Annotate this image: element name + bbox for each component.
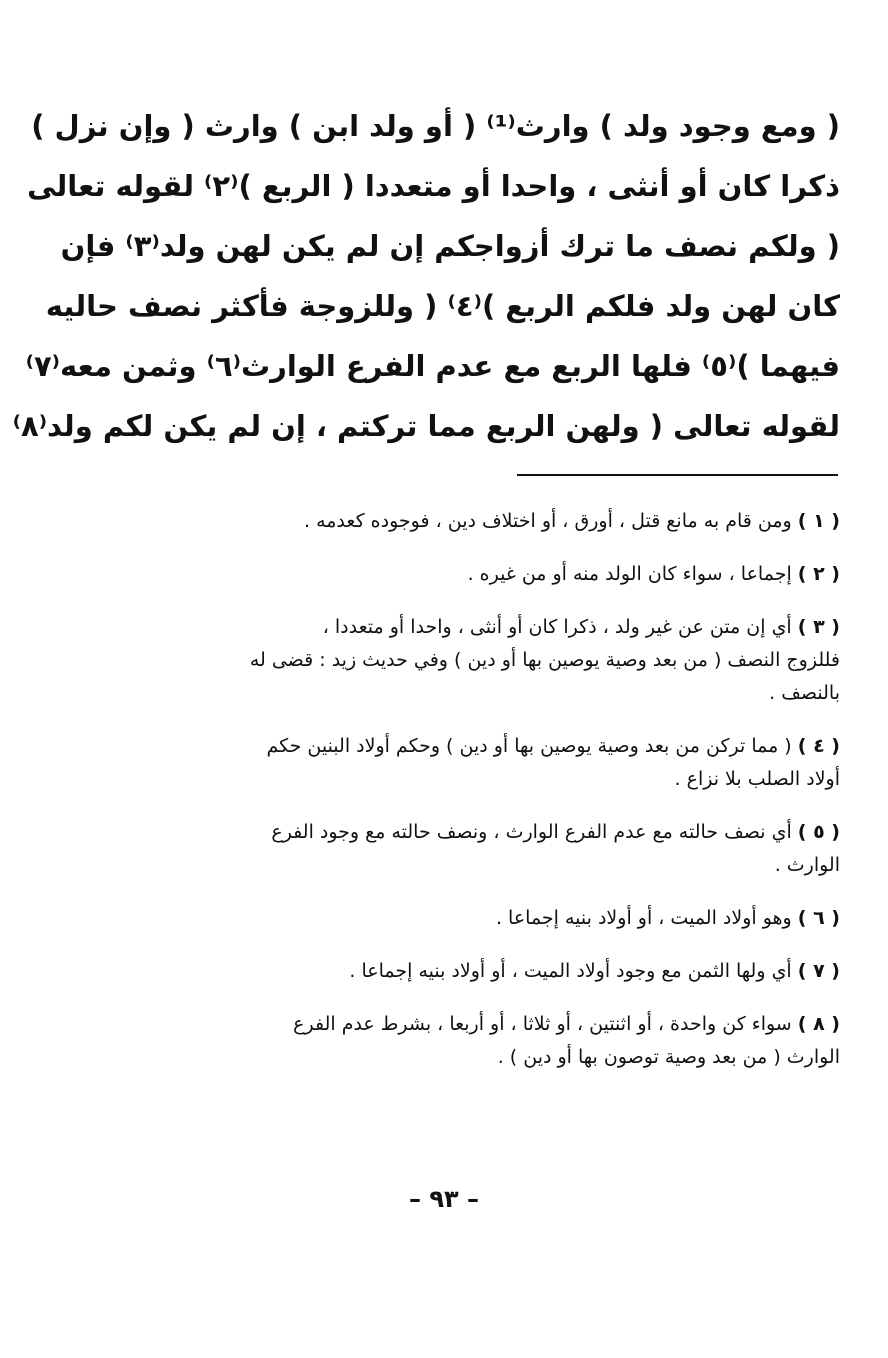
footnote-3 (110, 611, 840, 710)
main-text-line: ذكرا كان أو أنثى ، واحدا أو متعددا ( الربع )⁽٢⁾ لقوله تعالى (27, 169, 840, 203)
footnote-text: وهو أولاد الميت ، أو أولاد بنيه إجماعا . (495, 907, 798, 929)
footnote-text: أي نصف حالته مع عدم الفرع الوارث ، ونصف حالته مع وجود الفرع (271, 821, 798, 843)
footnote-line (110, 558, 840, 591)
footnote-line: الوارث ( من بعد وصية توصون بها أو دين ) . (497, 1046, 840, 1068)
footnote-text: أي إن متن عن غير ولد ، ذكرا كان أو أنثى ، واحدا أو متعددا ، (322, 616, 798, 638)
footnote-text: ( مما تركن من بعد وصية يوصين بها أو دين ) وحكم أولاد البنين حكم (266, 735, 798, 757)
footnote-line (110, 730, 840, 763)
footnote-line (110, 505, 840, 538)
footnote-line (110, 816, 840, 849)
footnote-number: ( ٦ ) (797, 907, 840, 929)
footnote-text: ومن قام به مانع قتل ، أورق ، أو اختلاف دين ، فوجوده كعدمه . (303, 510, 798, 532)
footnotes-section (110, 505, 840, 1094)
main-text-line: كان لهن ولد فلكم الربع )⁽٤⁾ ( وللزوجة فأكثر نصف حاليه (45, 289, 840, 323)
footnote-2 (110, 558, 840, 591)
footnote-number: ( ٢ ) (797, 563, 840, 585)
main-text-block (12, 96, 840, 456)
footnote-line (110, 611, 840, 644)
footnote-7 (110, 955, 840, 988)
footnote-line: بالنصف . (769, 682, 840, 704)
footnote-number: ( ٨ ) (797, 1013, 840, 1035)
footnote-number: ( ٣ ) (797, 616, 840, 638)
footnote-line: الوارث . (774, 854, 840, 876)
footnote-text: سواء كن واحدة ، أو اثنتين ، أو ثلاثا ، أو أربعا ، بشرط عدم الفرع (293, 1013, 798, 1035)
footnote-number: ( ٧ ) (797, 960, 840, 982)
footnote-line (110, 902, 840, 935)
main-text-line: ( ومع وجود ولد ) وارث⁽¹⁾ ( أو ولد ابن ) وارث ( وإن نزل ) (31, 109, 840, 143)
main-text-line: ( ولكم نصف ما ترك أزواجكم إن لم يكن لهن ولد⁽٣⁾ فإن (60, 229, 840, 263)
page-number: – ٩٣ – (408, 1185, 479, 1213)
footnote-line: أولاد الصلب بلا نزاع . (674, 768, 840, 790)
footnote-divider (517, 474, 838, 476)
footnote-text: أي ولها الثمن مع وجود أولاد الميت ، أو أولاد بنيه إجماعا . (349, 960, 798, 982)
footnote-text: إجماعا ، سواء كان الولد منه أو من غيره . (467, 563, 798, 585)
footnote-line: فللزوج النصف ( من بعد وصية يوصين بها أو دين ) وفي حديث زيد : قضى له (249, 649, 840, 671)
footnote-number: ( ١ ) (797, 510, 840, 532)
footnote-line (110, 955, 840, 988)
footnote-5 (110, 816, 840, 882)
footnote-number: ( ٤ ) (797, 735, 840, 757)
footnote-6 (110, 902, 840, 935)
footnote-1 (110, 505, 840, 538)
footnote-number: ( ٥ ) (797, 821, 840, 843)
footnote-4 (110, 730, 840, 796)
main-text-line: فيهما )⁽٥⁾ فلها الربع مع عدم الفرع الوارث⁽٦⁾ وثمن معه⁽٧⁾ (25, 349, 840, 383)
footnote-line (110, 1008, 840, 1041)
main-text-line: لقوله تعالى ( ولهن الربع مما تركتم ، إن لم يكن لكم ولد⁽٨⁾ (12, 409, 840, 443)
footnote-8 (110, 1008, 840, 1074)
